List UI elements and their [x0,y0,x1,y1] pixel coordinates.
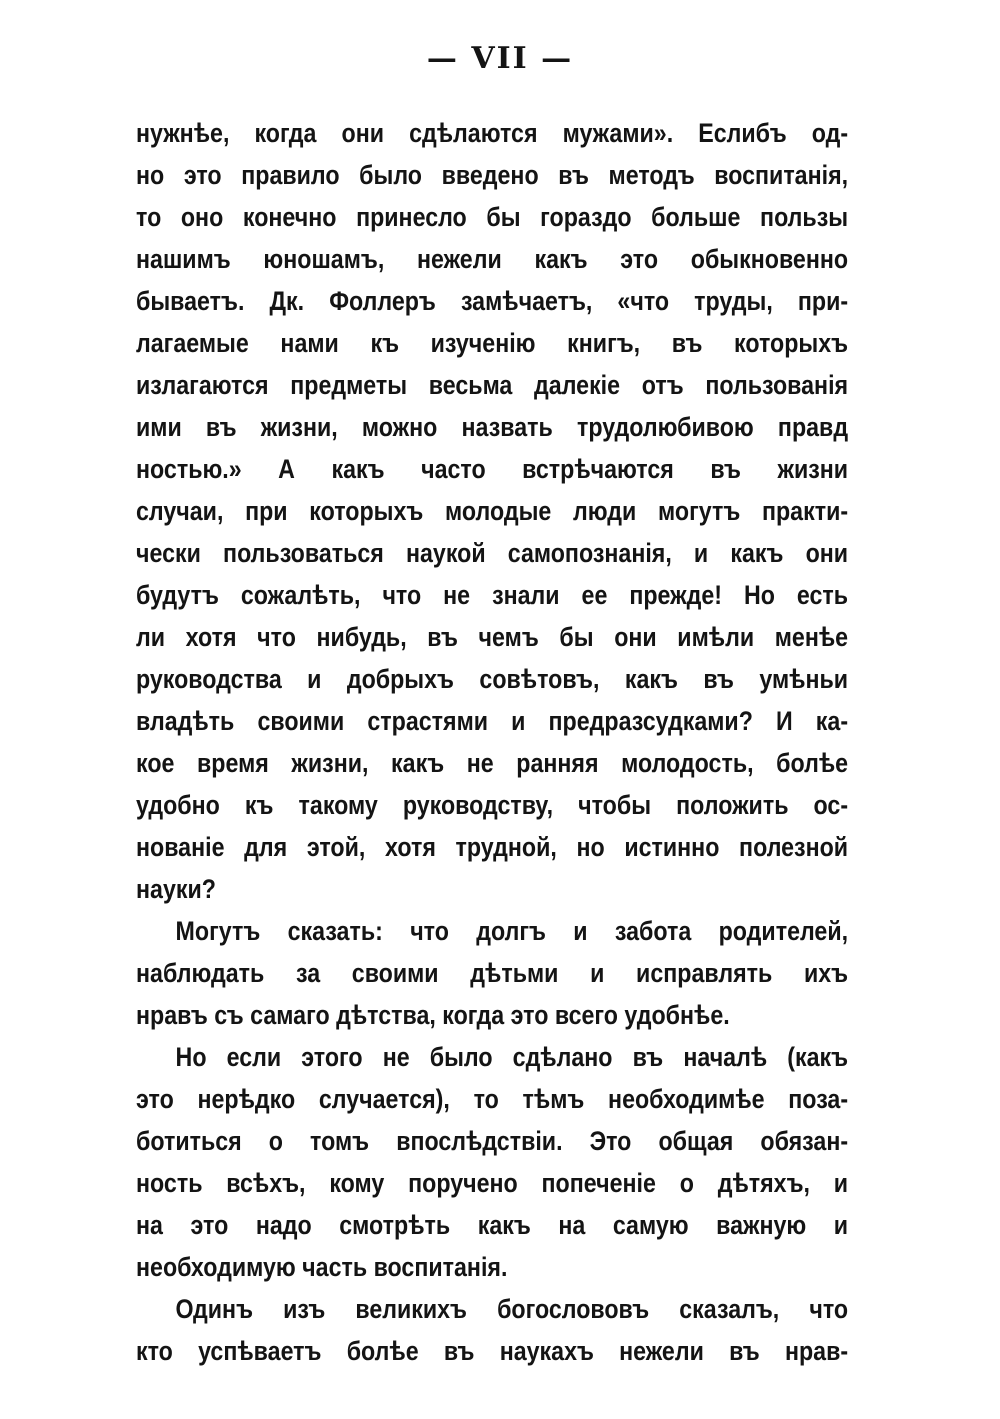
text-line: необходимую часть воспитанія. [136,1252,508,1282]
text-line: нравъ съ самаго дѣтства, когда это всего удобнѣе. [136,1000,730,1030]
text-line: ностью.» А какъ часто встрѣчаются въ жизни [136,454,849,484]
text-line: ли хотя что нибудь, въ чемъ бы они имѣли менѣе [136,622,849,652]
text-line: кто успѣваетъ болѣе въ наукахъ нежели въ нрав- [136,1336,849,1366]
text-line: но это правило было введено въ методъ воспитанія, [136,160,849,190]
text-line: руководства и добрыхъ совѣтовъ, какъ въ умѣньи [136,664,849,694]
text-line: нужнѣе, когда они сдѣлаются мужами». Еслибъ од- [136,118,849,148]
text-line: ность всѣхъ, кому поручено попеченіе о дѣтяхъ, и [136,1168,849,1198]
paragraph-1 [136,112,848,910]
text-line: лагаемые нами къ изученію книгъ, въ которыхъ [136,328,849,358]
paragraph-4 [136,1288,848,1372]
page-number: — VII — [426,41,574,76]
text-line: чески пользоваться наукой самопознанія, и какъ они [136,538,849,568]
text-line: Но если этого не было сдѣлано въ началѣ (какъ [175,1042,849,1072]
text-line: нашимъ юношамъ, нежели какъ это обыкновенно [136,244,849,274]
text-line: владѣть своими страстями и предразсудками? И ка- [136,706,849,736]
text-line: Одинъ изъ великихъ богослововъ сказалъ, что [175,1294,849,1324]
text-line: бываетъ. Дк. Фоллеръ замѣчаетъ, «что труды, при- [136,286,849,316]
text-line: на это надо смотрѣть какъ на самую важную и [136,1210,849,1240]
text-line: нованіе для этой, хотя трудной, но истинно полезной [136,832,849,862]
text-line: ботиться о томъ впослѣдствіи. Это общая обязан- [136,1126,849,1156]
text-line: излагаются предметы весьма далекіе отъ пользованія [136,370,849,400]
text-line: кое время жизни, какъ не ранняя молодость, болѣе [136,748,849,778]
text-line: наблюдать за своими дѣтьми и исправлять ихъ [136,958,849,988]
text-line: удобно къ такому руководству, чтобы положить ос- [136,790,849,820]
text-line: случаи, при которыхъ молодые люди могутъ практи- [136,496,849,526]
text-line: то оно конечно принесло бы гораздо больше пользы [136,202,849,232]
paragraph-3 [136,1036,848,1288]
text-line: будутъ сожалѣть, что не знали ее прежде! Но есть [136,580,849,610]
text-line: это нерѣдко случается), то тѣмъ необходимѣе поза- [136,1084,849,1114]
text-line: науки? [136,874,216,904]
text-line: ими въ жизни, можно назвать трудолюбивою правд [136,412,849,442]
body-text [136,112,848,1372]
paragraph-2 [136,910,848,1036]
text-line: Могутъ сказать: что долгъ и забота родителей, [175,916,849,946]
